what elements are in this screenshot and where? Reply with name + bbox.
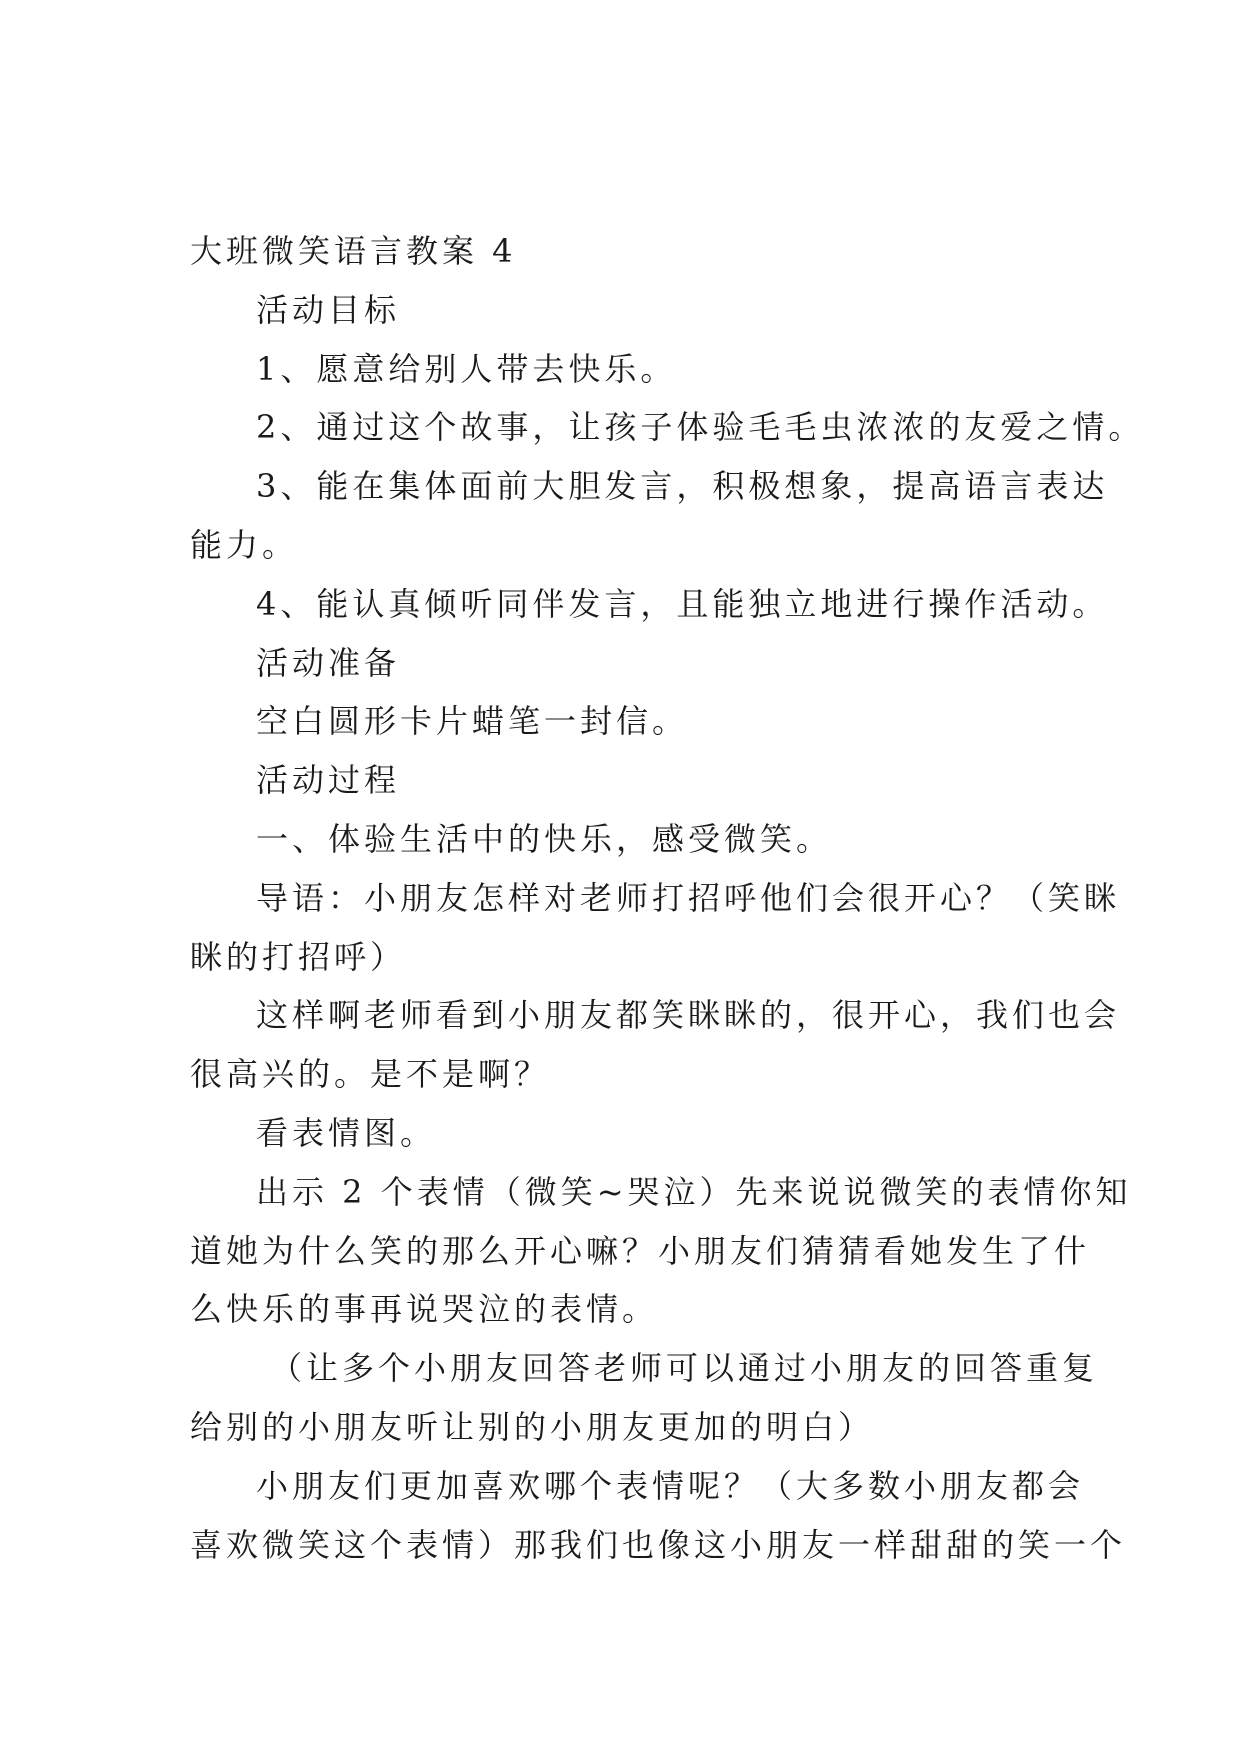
text-line: 活动准备 xyxy=(256,643,401,682)
text-line: 这样啊老师看到小朋友都笑眯眯的，很开心，我们也会 xyxy=(256,996,1121,1035)
text-line: 空白圆形卡片蜡笔一封信。 xyxy=(256,702,689,741)
text-line: （让多个小朋友回答老师可以通过小朋友的回答重复 xyxy=(270,1349,1099,1388)
text-line: 一、体验生活中的快乐，感受微笑。 xyxy=(256,819,833,858)
text-line: 很高兴的。是不是啊？ xyxy=(190,1055,551,1094)
text-line: 喜欢微笑这个表情）那我们也像这小朋友一样甜甜的笑一个 xyxy=(190,1525,1127,1564)
text-line: 小朋友们更加喜欢哪个表情呢？（大多数小朋友都会 xyxy=(256,1466,1085,1505)
document-body xyxy=(190,222,1145,1574)
text-line: 3、能在集体面前大胆发言，积极想象，提高语言表达 xyxy=(256,467,1109,506)
text-line: 活动过程 xyxy=(256,761,401,800)
text-line: 道她为什么笑的那么开心嘛？小朋友们猜猜看她发生了什 xyxy=(190,1231,1091,1270)
text-line: 眯的打招呼） xyxy=(190,937,407,976)
text-line: 活动目标 xyxy=(256,290,401,329)
text-line: 4、能认真倾听同伴发言，且能独立地进行操作活动。 xyxy=(256,584,1109,623)
text-line: 看表情图。 xyxy=(256,1113,437,1152)
text-line: 出示 2 个表情（微笑~哭泣）先来说说微笑的表情你知 xyxy=(256,1172,1132,1211)
text-line: 2、通过这个故事，让孩子体验毛毛虫浓浓的友爱之情。 xyxy=(256,408,1145,447)
text-line: 能力。 xyxy=(190,525,299,564)
document-title: 大班微笑语言教案 4 xyxy=(190,232,517,270)
text-line: 么快乐的事再说哭泣的表情。 xyxy=(190,1290,659,1329)
document-lines xyxy=(190,281,1145,1575)
text-line: 1、愿意给别人带去快乐。 xyxy=(256,349,677,388)
text-line: 给别的小朋友听让别的小朋友更加的明白） xyxy=(190,1407,875,1446)
text-line: 导语：小朋友怎样对老师打招呼他们会很开心？（笑眯 xyxy=(256,878,1121,917)
